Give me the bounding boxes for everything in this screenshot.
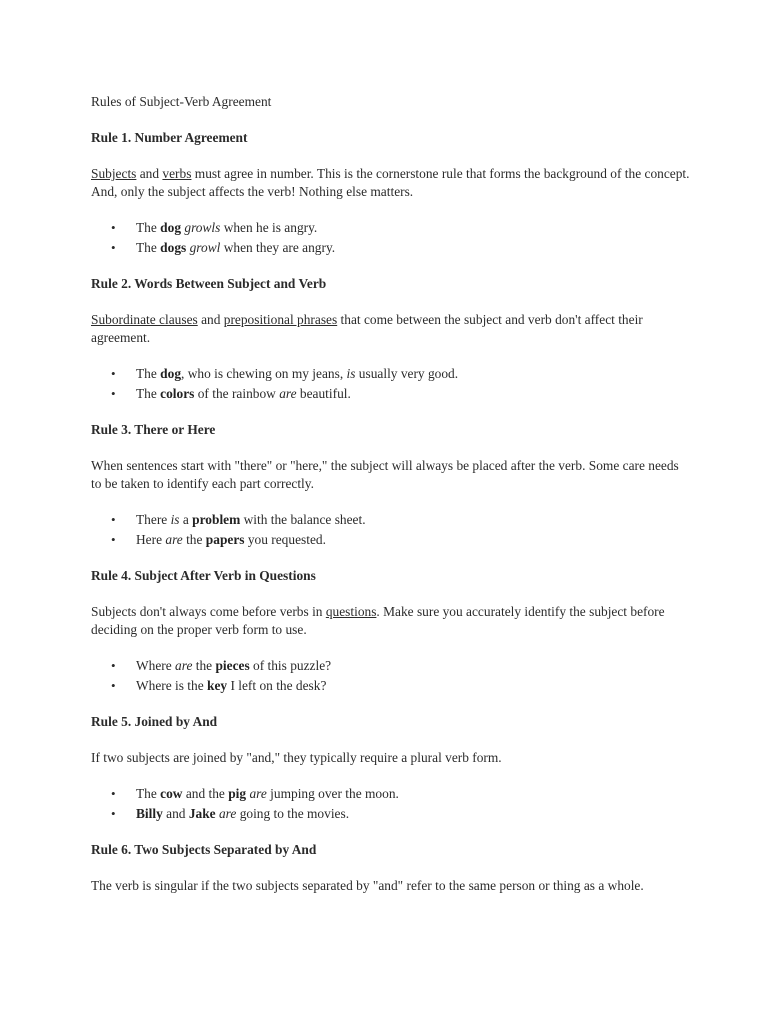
bullet-icon: • — [111, 240, 116, 255]
rule-description — [91, 877, 691, 895]
example-item — [111, 805, 691, 823]
text-run: of this puzzle? — [249, 658, 332, 673]
bullet-icon: • — [111, 532, 116, 547]
rule-section — [91, 713, 691, 823]
rule-heading: Rule 3. There or Here — [91, 422, 216, 437]
text-run: There — [136, 512, 171, 527]
text-run: the — [192, 658, 216, 673]
bold-term: dog — [160, 366, 182, 381]
italic-term: are — [249, 786, 267, 801]
document-page — [91, 93, 691, 913]
example-item — [111, 531, 691, 549]
text-run: The — [136, 786, 161, 801]
bold-term: pieces — [215, 658, 250, 673]
bold-term: dogs — [160, 240, 187, 255]
example-list — [91, 785, 691, 823]
bold-term: pig — [228, 786, 247, 801]
italic-term: growl — [189, 240, 221, 255]
underlined-term[interactable]: questions — [325, 604, 377, 619]
bold-term: dog — [160, 220, 182, 235]
text-run: Subjects don't always come before verbs in — [91, 604, 326, 619]
example-item — [111, 239, 691, 257]
example-list — [91, 365, 691, 403]
text-run: when he is angry. — [220, 220, 318, 235]
bullet-icon: • — [111, 512, 116, 527]
rule-heading: Rule 6. Two Subjects Separated by And — [91, 842, 317, 857]
bold-term: colors — [160, 386, 195, 401]
text-run: with the balance sheet. — [240, 512, 366, 527]
text-run: The — [136, 240, 161, 255]
rule-description — [91, 165, 691, 201]
rule-description — [91, 457, 691, 493]
rules-container — [91, 129, 691, 895]
text-run: When sentences start with "there" or "here," the subject will always be placed after the verb. Some care needs to be taken to identify each part correctly. — [91, 458, 679, 491]
document-title: Rules of Subject-Verb Agreement — [91, 94, 272, 109]
bold-term: problem — [192, 512, 241, 527]
italic-term: are — [175, 658, 193, 673]
rule-heading: Rule 5. Joined by And — [91, 714, 218, 729]
example-item — [111, 657, 691, 675]
text-run: beautiful. — [296, 386, 351, 401]
text-run: , who is chewing on my jeans, — [181, 366, 347, 381]
text-run: the — [182, 532, 206, 547]
bold-term: Billy — [136, 806, 163, 821]
text-run: you requested. — [244, 532, 326, 547]
bullet-icon: • — [111, 386, 116, 401]
italic-term: is — [346, 366, 356, 381]
underlined-term[interactable]: prepositional phrases — [223, 312, 338, 327]
text-run: going to the movies. — [236, 806, 350, 821]
example-list — [91, 511, 691, 549]
example-list — [91, 219, 691, 257]
example-item — [111, 785, 691, 803]
bullet-icon: • — [111, 786, 116, 801]
italic-term: are — [279, 386, 297, 401]
underlined-term[interactable]: verbs — [162, 166, 192, 181]
bold-term: Jake — [188, 806, 216, 821]
italic-term: are — [165, 532, 183, 547]
rule-heading: Rule 4. Subject After Verb in Questions — [91, 568, 316, 583]
text-run: . Make sure you accurately identify the subject before deciding on the proper verb form to use. — [91, 604, 665, 637]
bold-term: cow — [160, 786, 183, 801]
text-run: The — [136, 386, 161, 401]
bold-term: papers — [205, 532, 245, 547]
rule-heading: Rule 1. Number Agreement — [91, 130, 248, 145]
rule-section — [91, 275, 691, 403]
text-run: and — [162, 806, 189, 821]
text-run: and — [136, 166, 163, 181]
italic-term: growls — [184, 220, 221, 235]
example-list — [91, 657, 691, 695]
bullet-icon: • — [111, 806, 116, 821]
example-item — [111, 219, 691, 237]
underlined-term[interactable]: Subordinate clauses — [91, 312, 198, 327]
text-run: a — [179, 512, 193, 527]
text-run: Where is the — [136, 678, 208, 693]
text-run: that come between the subject and verb don't affect their agreement. — [91, 312, 643, 345]
italic-term: is — [170, 512, 180, 527]
text-run: The — [136, 220, 161, 235]
example-item — [111, 677, 691, 695]
underlined-term[interactable]: Subjects — [91, 166, 137, 181]
bold-term: key — [207, 678, 228, 693]
rule-heading: Rule 2. Words Between Subject and Verb — [91, 276, 327, 291]
rule-section — [91, 841, 691, 895]
text-run: Here — [136, 532, 166, 547]
rule-section — [91, 421, 691, 549]
text-run: The verb is singular if the two subjects separated by "and" refer to the same person or thing as a whole. — [91, 878, 644, 893]
text-run: The — [136, 366, 161, 381]
text-run: I left on the desk? — [227, 678, 327, 693]
text-run: must agree in number. This is the cornerstone rule that forms the background of the concept. And, only the subject affects the verb! Nothing else matters. — [91, 166, 690, 199]
bullet-icon: • — [111, 678, 116, 693]
text-run: jumping over the moon. — [266, 786, 399, 801]
bullet-icon: • — [111, 658, 116, 673]
text-run: and the — [182, 786, 229, 801]
text-run: when they are angry. — [220, 240, 336, 255]
example-item — [111, 365, 691, 383]
bullet-icon: • — [111, 220, 116, 235]
rule-section — [91, 129, 691, 257]
text-run: of the rainbow — [194, 386, 280, 401]
rule-section — [91, 567, 691, 695]
text-run: usually very good. — [355, 366, 459, 381]
example-item — [111, 385, 691, 403]
text-run: If two subjects are joined by "and," they typically require a plural verb form. — [91, 750, 502, 765]
rule-description — [91, 749, 691, 767]
text-run: Where — [136, 658, 176, 673]
italic-term: are — [218, 806, 237, 821]
rule-description — [91, 311, 691, 347]
rule-description — [91, 603, 691, 639]
text-run: and — [197, 312, 224, 327]
bullet-icon: • — [111, 366, 116, 381]
example-item — [111, 511, 691, 529]
